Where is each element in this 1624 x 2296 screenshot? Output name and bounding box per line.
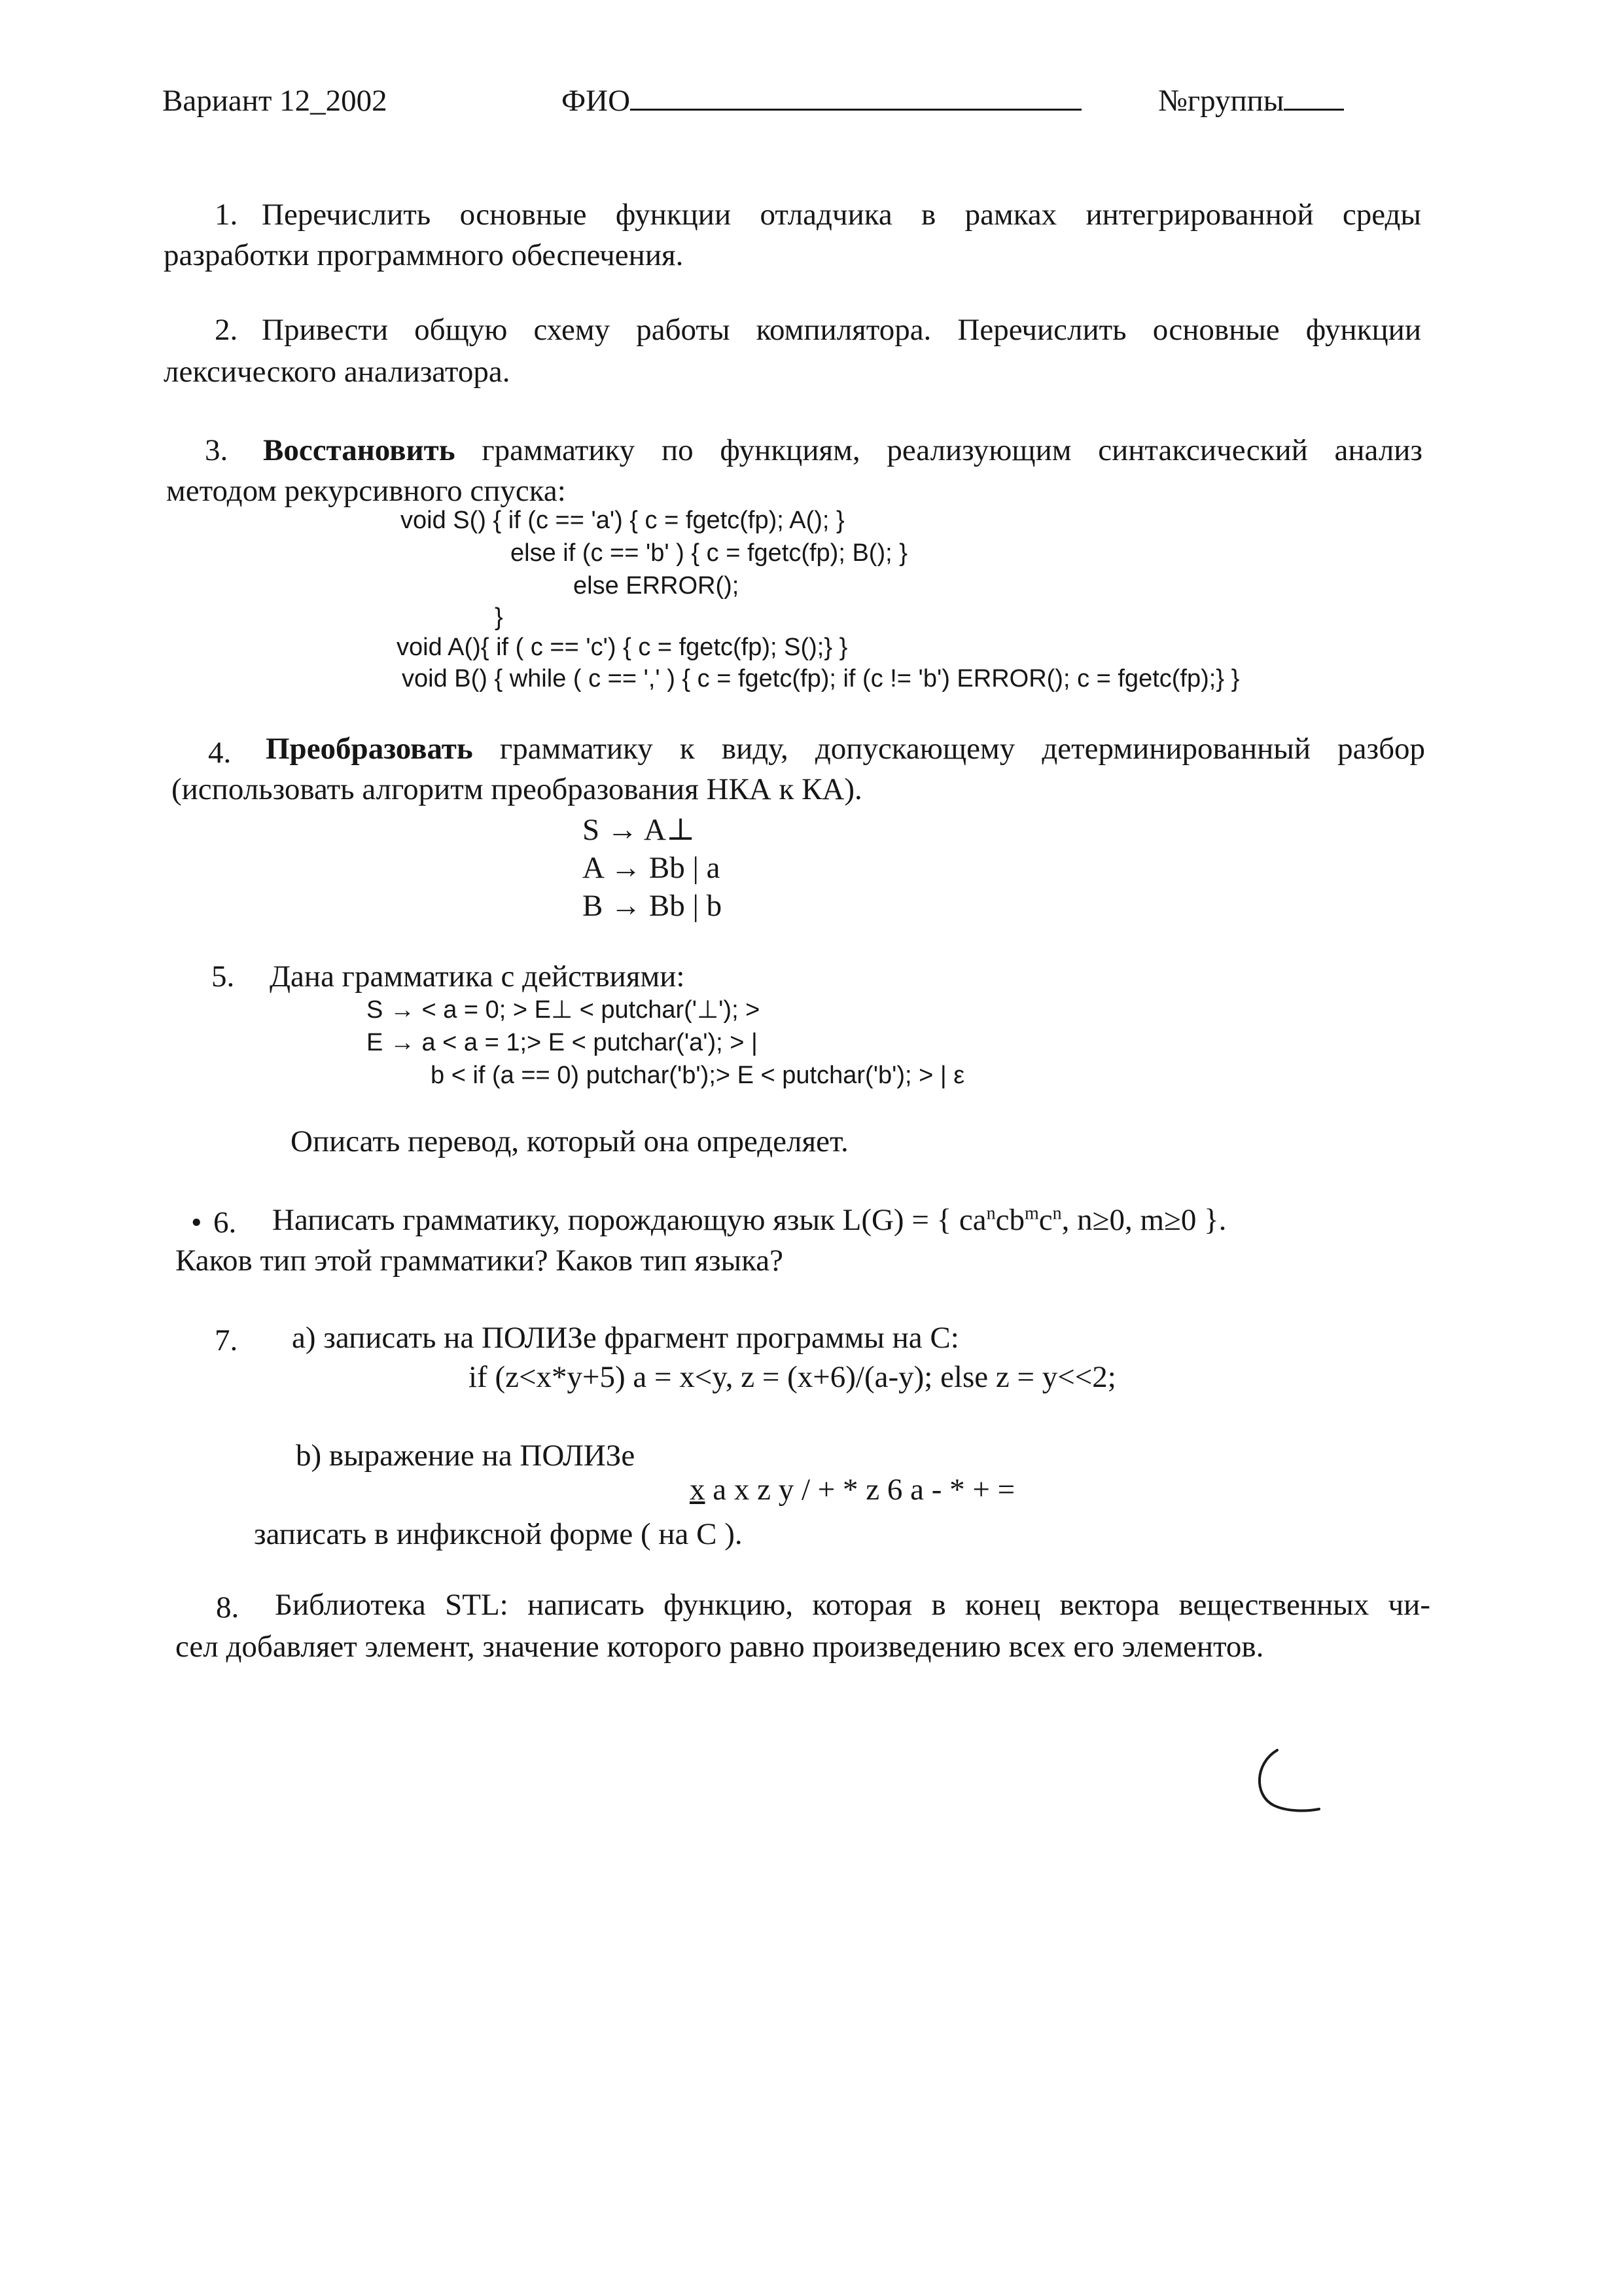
handwritten-mark [1243, 1746, 1335, 1825]
q6-sup-m: m [1025, 1203, 1039, 1224]
q4-line2: (использовать алгоритм преобразования НКА к КА). [171, 772, 862, 806]
q3-line2: методом рекурсивного спуска: [166, 474, 566, 508]
q4-line1-rest: грамматику к виду, допускающему детерминированный разбор [499, 732, 1425, 766]
q6-sup-n2: n [1052, 1203, 1062, 1224]
q3-line1-rest: грамматику по функциям, реализующим синтаксический анализ [482, 433, 1422, 467]
q5-rule: b < if (a == 0) putchar('b');> E < putchar('b'); > | ε [431, 1062, 965, 1089]
q7a-code: if (z<x*y+5) a = x<y, z = (x+6)/(a-y); else z = y<<2; [468, 1360, 1116, 1394]
group-blank [1284, 82, 1344, 111]
q4-rule: B → Bb | b [582, 889, 722, 923]
q2-number: 2. [215, 313, 238, 347]
q6-suffix: , n≥0, m≥0 }. [1061, 1203, 1227, 1237]
q5-rule: S → < a = 0; > E⊥ < putchar('⊥'); > [366, 996, 760, 1024]
q5-rule: E → a < a = 1;> E < putchar('a'); > | [366, 1029, 758, 1056]
q6-mid2: c [1038, 1203, 1053, 1237]
q4-number: 4. [208, 736, 232, 770]
q3-code-line: else ERROR(); [573, 572, 739, 600]
q1-line1: Перечислить основные функции отладчика в рамках интегрированной среды [262, 198, 1421, 232]
q3-number: 3. [205, 433, 228, 467]
q3-line1 [263, 432, 1422, 469]
q6-line2: Каков тип этой грамматики? Каков тип языка? [175, 1244, 783, 1278]
q3-bold-verb: Восстановить [263, 433, 455, 467]
q2-line2: лексического анализатора. [164, 355, 510, 389]
q3-code-line: void A(){ if ( c == 'c') { c = fgetc(fp); S();} } [397, 634, 848, 661]
q7b-label: b) выражение на ПОЛИЗе [296, 1439, 635, 1473]
q6-line1 [272, 1202, 1226, 1238]
q3-code-line: else if (c == 'b' ) { c = fgetc(fp); B(); } [510, 539, 908, 567]
q3-code-line: } [495, 603, 503, 631]
q4-rule: S → A⊥ [582, 813, 696, 847]
fio-label: ФИО [561, 84, 631, 118]
q8-line2: сел добавляет элемент, значение которого равно произведению всех его элементов. [175, 1630, 1264, 1664]
q8-number: 8. [216, 1590, 239, 1624]
q4-bold-verb: Преобразовать [266, 732, 473, 766]
q6-bullet: • [191, 1206, 202, 1240]
fio-blank [630, 82, 1082, 111]
fio-field [561, 82, 1082, 119]
q3-code-line: void S() { if (c == 'a') { c = fgetc(fp); A(); } [400, 507, 845, 534]
q1-number: 1. [215, 198, 238, 232]
q7b-tail: записать в инфиксной форме ( на С ). [254, 1517, 743, 1551]
q2-line1: Привести общую схему работы компилятора. Перечислить основные функции [262, 313, 1421, 347]
q6-prefix: Написать грамматику, порождающую язык L(G) = { ca [272, 1203, 987, 1237]
q3-code-line: void B() { while ( c == ',' ) { c = fgetc(fp); if (c != 'b') ERROR(); c = fgetc(fp);} } [402, 665, 1240, 692]
q7-number: 7. [215, 1323, 238, 1357]
q7a-label: a) записать на ПОЛИЗе фрагмент программы на С: [292, 1321, 959, 1355]
q5-line2: Описать перевод, который она определяет. [291, 1124, 849, 1158]
group-label: №группы [1158, 84, 1284, 118]
q8-line1: Библиотека STL: написать функцию, которая в конец вектора вещественных чи- [275, 1588, 1430, 1622]
q6-number: 6. [213, 1206, 237, 1240]
q7b-rest: a x z y / + * z 6 a - * + = [705, 1473, 1015, 1507]
q4-rule: A → Bb | a [582, 851, 720, 885]
q6-mid1: cb [995, 1203, 1025, 1237]
q7b-expression [690, 1471, 1015, 1508]
variant-label: Вариант 12_2002 [162, 84, 387, 118]
q4-line1 [266, 730, 1425, 767]
q7b-first-operand: x [690, 1473, 705, 1507]
q5-number: 5. [211, 960, 235, 994]
q5-line1: Дана грамматика с действиями: [270, 960, 685, 994]
group-field [1158, 82, 1344, 119]
q6-sup-n: n [986, 1203, 996, 1224]
q1-line2: разработки программного обеспечения. [164, 238, 684, 272]
